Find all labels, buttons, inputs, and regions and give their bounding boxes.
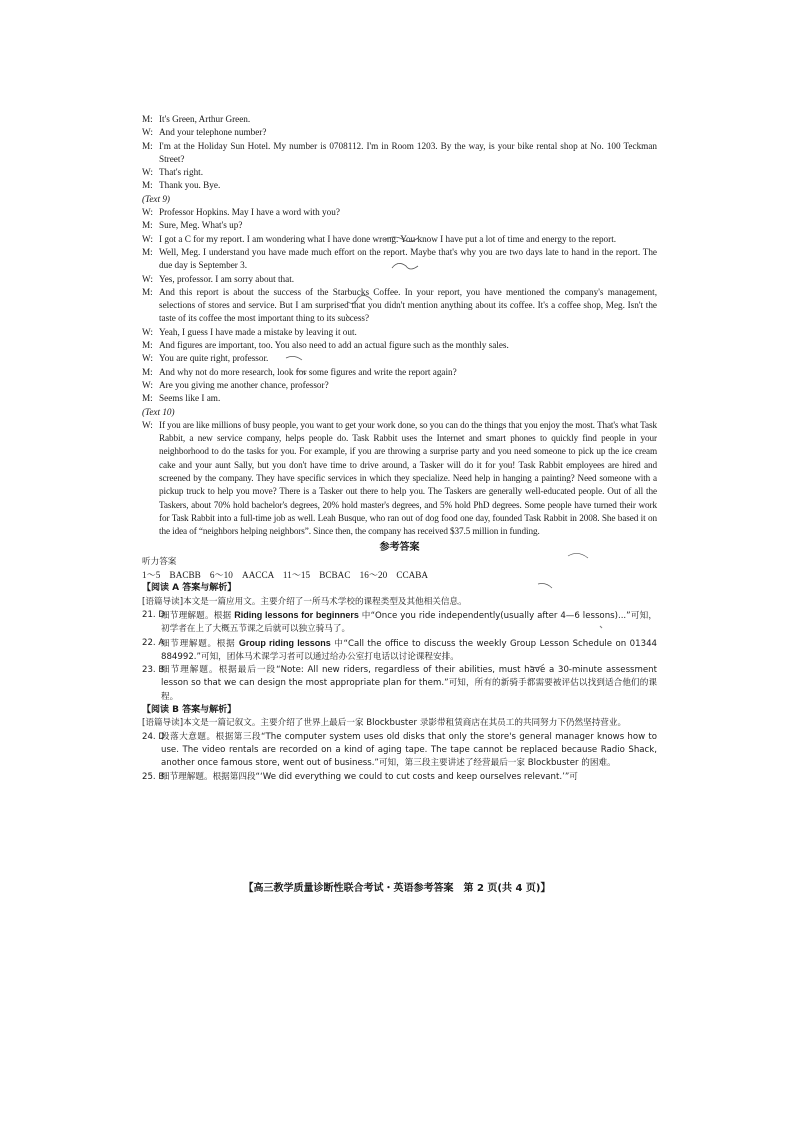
listening-label: 听力答案 bbox=[142, 556, 177, 567]
dialogue-line bbox=[142, 246, 657, 273]
dialogue-line bbox=[142, 286, 657, 326]
dialogue-text: Sure, Meg. What's up? bbox=[159, 220, 243, 231]
dialogue-text: And figures are important, too. You also need to add an actual figure such as the monthly sales. bbox=[159, 340, 509, 351]
dialogue-text: Professor Hopkins. May I have a word with you? bbox=[159, 207, 340, 218]
text-10-label: (Text 10) bbox=[142, 406, 175, 417]
speaker-label: W: bbox=[142, 233, 153, 244]
question-number: 24. D bbox=[142, 731, 166, 742]
answers-title: 参考答案 bbox=[379, 541, 420, 553]
reading-b-heading: 【阅读 B 答案与解析】 bbox=[142, 705, 237, 716]
speaker-label: M: bbox=[142, 220, 153, 231]
speaker-label: M: bbox=[142, 114, 153, 124]
dialogue-text: And why not do more research, look for some figures and write the report again? bbox=[159, 366, 457, 377]
page-footer: 【高三教学质量诊断性联合考试・英语参考答案 第 2 页(共 4 页)】 bbox=[243, 883, 551, 894]
dialogue-text: Thank you. Bye. bbox=[159, 180, 221, 191]
dialogue-line bbox=[142, 392, 657, 405]
dialogue-line bbox=[142, 140, 657, 167]
question-number: 25. B bbox=[142, 771, 165, 782]
reading-a-heading: 【阅读 A 答案与解析】 bbox=[142, 583, 237, 594]
reading-a-guide: [语篇导读]本文是一篇应用文。主要介绍了一所马术学校的课程类型及其他相关信息。 bbox=[142, 596, 467, 607]
dialogue-text: That's right. bbox=[159, 167, 204, 178]
speaker-label: W: bbox=[142, 167, 153, 178]
dialogue-line bbox=[142, 352, 657, 365]
speaker-label: W: bbox=[142, 353, 153, 364]
answer-text: 细节理解题。根据 bbox=[161, 638, 239, 649]
answer-text: 中“Once you ride independently(usually after 4—6 lessons)...”可知，初学者在上了大概五节课之后就可以独立骑马了。 bbox=[161, 610, 657, 635]
answer-text: 中“Call the office to discuss the weekly Group Lesson Schedule on 01344 884992.”可知，团体马术课学习者可以通过给办公室打电话以讨论课程安排。 bbox=[161, 638, 657, 662]
text-9-label: (Text 9) bbox=[142, 193, 170, 204]
answer-keyword: Group riding lessons bbox=[238, 637, 331, 648]
answer-keyword: Riding lessons for beginners bbox=[234, 609, 359, 620]
dialogue-text: Yeah, I guess I have made a mistake by leaving it out. bbox=[159, 326, 357, 337]
reading-b-guide: [语篇导读]本文是一篇记叙文。主要介绍了世界上最后一家 Blockbuster 录影带租赁商店在其员工的共同努力下仍然坚持营业。 bbox=[142, 718, 627, 729]
dialogue-line bbox=[142, 366, 657, 379]
dialogue-text: You are quite right, professor. bbox=[159, 353, 269, 364]
answer-text: 段落大意题。根据第三段“The computer system uses old disks that only the store's general manager knows how to use. The video rentals are recorded on a kind of aging tape. The tape cannot be replaced because Radio Shack, another once famous store, went out of business.”可知，第三段主要讲述了经营最后一家 Blockbuster 的困难。 bbox=[161, 731, 657, 769]
question-number: 22. A bbox=[142, 637, 165, 648]
dialogue-section-2 bbox=[142, 206, 657, 405]
dialogue-text: I got a C for my report. I am wondering what I have done wrong. You know I have put a lot of time and energy to the report. bbox=[159, 233, 617, 244]
answer-text: 细节理解题。根据最后一段“Note: All new riders, regardless of their abilities, must have a 30-minute assessment lesson so that we can design the most appropriate plan for them.”可知，所有的新骑手都需要被评估以找到适合他们的课程。 bbox=[161, 665, 657, 702]
listening-answers: 1～5 BACBB 6～10 AACCA 11～15 BCBAC 16～20 CCABA bbox=[142, 570, 429, 581]
monologue-paragraph bbox=[142, 419, 657, 539]
speaker-label: M: bbox=[142, 340, 153, 351]
dialogue-text: And your telephone number? bbox=[159, 127, 267, 138]
question-number: 23. B bbox=[142, 665, 165, 676]
dialogue-line bbox=[142, 126, 657, 139]
answer-text: 细节理解题。根据 bbox=[161, 610, 235, 621]
dialogue-line bbox=[142, 326, 657, 339]
speaker-label: W: bbox=[142, 326, 153, 337]
answer-item-25 bbox=[142, 771, 657, 784]
dialogue-text: Yes, professor. I am sorry about that. bbox=[159, 273, 295, 284]
question-number: 21. D bbox=[142, 609, 166, 620]
dialogue-line bbox=[142, 179, 657, 192]
dialogue-line bbox=[142, 273, 657, 286]
speaker-label: W: bbox=[142, 419, 153, 430]
speaker-label: M: bbox=[142, 140, 153, 151]
speaker-label: M: bbox=[142, 246, 153, 257]
dialogue-line bbox=[142, 379, 657, 392]
dialogue-section-1 bbox=[142, 113, 657, 193]
speaker-label: M: bbox=[142, 180, 153, 191]
dialogue-text: Well, Meg. I understand you have made much effort on the report. Maybe that's why you are two days late to hand in the report. The due day is September 3. bbox=[159, 246, 657, 271]
dialogue-text: Seems like I am. bbox=[159, 393, 221, 404]
dialogue-text: Are you giving me another chance, professor? bbox=[159, 379, 329, 390]
answer-item-23 bbox=[142, 664, 657, 704]
speaker-label: W: bbox=[142, 379, 153, 390]
speaker-label: W: bbox=[142, 207, 153, 218]
page-content bbox=[142, 113, 657, 784]
dialogue-text: It's Green, Arthur Green. bbox=[159, 114, 251, 124]
answer-item-24 bbox=[142, 731, 657, 771]
answer-item-21 bbox=[142, 609, 657, 637]
dialogue-line bbox=[142, 113, 657, 126]
speaker-label: M: bbox=[142, 286, 153, 297]
dialogue-line bbox=[142, 233, 657, 246]
dialogue-line bbox=[142, 339, 657, 352]
speaker-label: M: bbox=[142, 366, 153, 377]
dialogue-line bbox=[142, 206, 657, 219]
monologue-text: If you are like millions of busy people, you want to get your work done, so you can do the things that you enjoy the most. That's what Task Rabbit, a new service company, helps people do. Task Rabbit uses the Internet and smart phones to quickly find people in your neighborhood to do the tasks for you. For example, if you are throwing a surprise party and you need someone to pick up the ice cream cake and your aunt Sally, but you don't have time to drive around, a Tasker will do it for you! Task Rabbit employees are hired and screened by the company. They have specific services in which they specialize. Need help in hanging a painting? Need someone with a pickup truck to help you move? There is a Tasker out there to help you. The Taskers are generally well-educated people. Out of all the Taskers, about 70% hold bachelor's degrees, 20% hold master's degrees, and 5% hold PhD degrees. Some people have turned their work for Task Rabbit into a full-time job as well. Leah Busque, who ran out of dog food one day, founded Task Rabbit in 2008. She based it on the idea of “neighbors helping neighbors”. Since then, the company has received $37.5 million in funding. bbox=[159, 419, 657, 537]
speaker-label: M: bbox=[142, 393, 153, 404]
answer-text: 细节理解题。根据第四段“‘We did everything we could to cut costs and keep ourselves relevant.’”可 bbox=[161, 771, 578, 782]
speaker-label: W: bbox=[142, 127, 153, 138]
dialogue-text: And this report is about the success of the Starbucks Coffee. In your report, you have mentioned the company's management, selections of stores and service. But I am surprised that you didn't mention anything about its coffee. It's a coffee shop, Meg. Isn't the taste of its coffee the most important thing to its success? bbox=[159, 286, 657, 324]
speaker-label: W: bbox=[142, 273, 153, 284]
dialogue-line bbox=[142, 166, 657, 179]
dialogue-text: I'm at the Holiday Sun Hotel. My number is 0708112. I'm in Room 1203. By the way, is your bike rental shop at No. 100 Teckman Street? bbox=[159, 140, 657, 164]
answer-item-22 bbox=[142, 637, 657, 665]
dialogue-line bbox=[142, 219, 657, 232]
